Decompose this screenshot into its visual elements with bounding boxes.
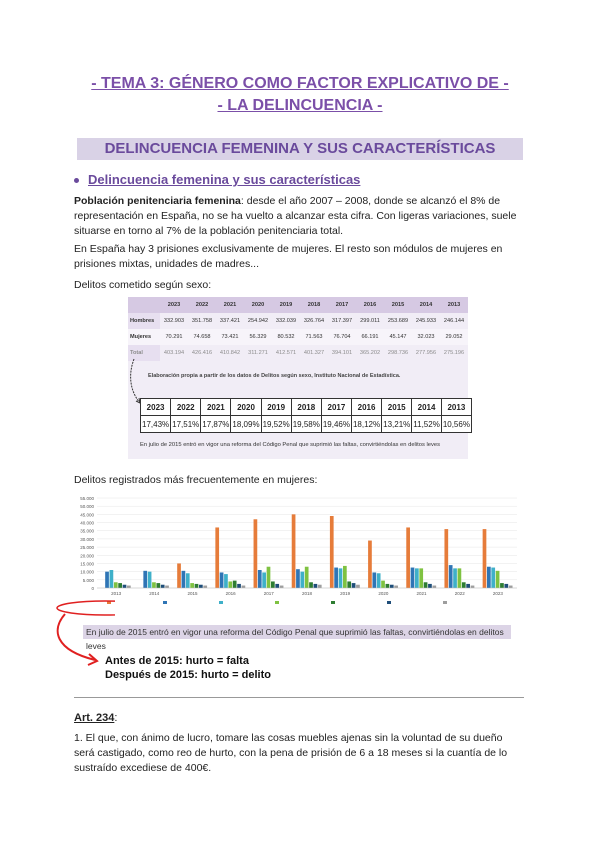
chart-bar — [343, 566, 347, 588]
table-cell: 253.689 — [387, 318, 409, 324]
percentage-year-cell: 2016 — [351, 399, 381, 416]
paragraph-frequent-crimes: Delitos registrados más frecuentemente en mujeres: — [74, 474, 318, 486]
table-cell: 410.842 — [219, 350, 241, 356]
chart-bar — [432, 586, 436, 588]
table-cell: 275.196 — [443, 350, 465, 356]
table-cell: 298.736 — [387, 350, 409, 356]
percentage-value-cell: 17,51% — [171, 416, 201, 433]
chart-bar — [419, 568, 423, 588]
chart-bar — [118, 583, 122, 588]
chart-bar — [195, 584, 199, 588]
table-row — [128, 313, 468, 329]
table-corner — [128, 297, 160, 313]
chart-bar — [339, 568, 343, 588]
chart-bar — [500, 583, 504, 588]
chart-y-tick-label: 45.000 — [80, 512, 94, 518]
chart-bar — [504, 584, 508, 588]
table-cell: 74.658 — [188, 329, 216, 345]
chart-legend-swatch — [163, 601, 167, 604]
article-heading — [74, 712, 117, 724]
table-cell: 317.397 — [331, 318, 353, 324]
percentage-year-cell: 2014 — [412, 399, 442, 416]
chart-bar — [114, 582, 118, 588]
percentage-year-cell: 2015 — [382, 399, 412, 416]
crimes-by-sex-table — [128, 297, 468, 361]
reform-note: En julio de 2015 entró en vigor una reforma del Código Penal que suprimió las faltas, convirtiéndolas en delitos leves — [140, 442, 441, 448]
chart-bar — [466, 584, 470, 588]
table-year-header: 2022 — [188, 297, 216, 313]
chart-bar — [381, 581, 385, 588]
table-year-header: 2013 — [440, 297, 468, 313]
hurto-before: Antes de 2015: hurto = falta — [105, 655, 249, 667]
chart-bar — [267, 567, 271, 588]
bullet-heading — [74, 172, 360, 187]
table-row-label: Hombres — [128, 313, 160, 329]
table-cell: 80.532 — [272, 329, 300, 345]
section-banner: DELINCUENCIA FEMENINA Y SUS CARACTERÍSTICAS — [77, 138, 523, 160]
chart-y-tick-label: 25.000 — [80, 545, 94, 551]
table-cell: 277.956 — [415, 350, 437, 356]
chart-bar — [271, 581, 275, 588]
percentage-value-cell: 11,52% — [412, 416, 442, 433]
page-title-line-1: - TEMA 3: GÉNERO COMO FACTOR EXPLICATIVO DE - — [91, 75, 509, 92]
chart-bar — [152, 582, 156, 588]
chart-bar — [215, 527, 219, 588]
paragraph-body: : desde el año 2007 – 2008, donde se alcanzó el 8% de representación en España, no se ha vuelto a alcanzar esta cifra. Con ligeras variaciones, suele situarse en torno al 7% de la población penitenciaria total. — [74, 195, 517, 237]
chart-x-tick-label: 2017 — [263, 591, 274, 596]
chart-bar — [390, 585, 394, 588]
table-row-label: Mujeres — [128, 329, 160, 345]
chart-bar — [156, 583, 160, 588]
bullet-heading-label: Delincuencia femenina y sus características — [88, 172, 361, 187]
percentage-value-cell: 18,09% — [231, 416, 261, 433]
chart-bar — [186, 573, 190, 588]
table-cell: 401.327 — [303, 350, 325, 356]
chart-bar — [275, 584, 279, 588]
table-cell: 403.194 — [163, 350, 185, 356]
chart-x-tick-label: 2014 — [149, 591, 160, 596]
table-cell: 332.039 — [275, 318, 297, 324]
article-text: 1. El que, con ánimo de lucro, tomare las cosas muebles ajenas sin la voluntad de su dueño será castigado, como reo de hurto, con la pena de prisión de 6 a 18 meses si la cuantía de lo sustraído excediese de 400€. — [74, 732, 508, 774]
chart-bar — [165, 586, 169, 588]
chart-bar — [314, 584, 318, 588]
chart-bar — [411, 568, 415, 588]
chart-x-tick-label: 2021 — [416, 591, 427, 596]
chart-bar — [368, 541, 372, 588]
percentage-value-cell: 19,58% — [291, 416, 321, 433]
percentage-year-cell: 2023 — [141, 399, 171, 416]
chart-bar — [105, 572, 109, 588]
female-percentage-table — [140, 398, 472, 433]
bullet-dot-icon — [74, 178, 79, 183]
chart-bar — [424, 582, 428, 588]
chart-y-tick-label: 0 — [91, 586, 94, 591]
table-year-header: 2021 — [216, 297, 244, 313]
crimes-by-sex-table-image — [128, 297, 468, 459]
chart-x-tick-label: 2013 — [111, 591, 122, 596]
paragraph-prisons: En España hay 3 prisiones exclusivamente de mujeres. El resto son módulos de mujeres en prisiones mixtas, unidades de madres... — [74, 243, 503, 270]
paragraph-prison-population — [74, 194, 534, 239]
chart-bar — [352, 583, 356, 588]
chart-legend-swatch — [331, 601, 335, 604]
hurto-after: Después de 2015: hurto = delito — [105, 669, 271, 681]
table-year-header: 2017 — [328, 297, 356, 313]
chart-bar — [220, 572, 224, 588]
chart-y-tick-label: 40.000 — [80, 520, 94, 526]
table-row — [128, 329, 468, 345]
chart-bar — [377, 573, 381, 588]
percentage-year-cell: 2020 — [231, 399, 261, 416]
table-cell: 426.416 — [191, 350, 213, 356]
chart-y-tick-label: 35.000 — [80, 528, 94, 534]
chart-bar — [318, 585, 322, 588]
chart-bar — [280, 586, 284, 588]
chart-bar — [406, 527, 410, 588]
chart-y-tick-label: 5.000 — [82, 577, 94, 583]
chart-bar — [462, 582, 466, 588]
chart-bar — [233, 581, 237, 588]
table-cell: 412.571 — [275, 350, 297, 356]
chart-bar — [296, 569, 300, 588]
table-source-note: Elaboración propia a partir de los datos de Delitos según sexo, Instituto Nacional de Estadística. — [148, 373, 401, 379]
chart-y-tick-label: 50.000 — [80, 504, 94, 510]
table-year-header: 2014 — [412, 297, 440, 313]
percentage-year-cell: 2018 — [291, 399, 321, 416]
table-cell: 71.563 — [300, 329, 328, 345]
table-year-header: 2020 — [244, 297, 272, 313]
chart-bar — [386, 584, 390, 588]
table-cell: 246.144 — [443, 318, 465, 324]
table-cell: 56.329 — [244, 329, 272, 345]
chart-bar — [262, 572, 266, 588]
chart-bar — [123, 585, 127, 588]
percentage-value-cell: 17,43% — [141, 416, 171, 433]
percentage-value-cell: 10,56% — [441, 416, 471, 433]
chart-bar — [394, 586, 398, 588]
chart-bar — [199, 585, 203, 588]
chart-bar — [203, 586, 207, 588]
table-cell: 337.421 — [219, 318, 241, 324]
chart-x-tick-label: 2022 — [454, 591, 465, 596]
chart-x-tick-label: 2016 — [225, 591, 236, 596]
percentage-year-cell: 2021 — [201, 399, 231, 416]
chart-bar — [487, 567, 491, 588]
table-year-header: 2015 — [384, 297, 412, 313]
chart-bar — [483, 529, 487, 588]
chart-bar — [453, 568, 457, 588]
chart-bar — [110, 570, 114, 588]
article-number: Art. 234 — [74, 712, 115, 724]
table-cell: 32.023 — [412, 329, 440, 345]
hurto-summary — [105, 654, 271, 682]
chart-bar — [444, 529, 448, 588]
chart-y-tick-label: 30.000 — [80, 536, 94, 542]
table-cell: 29.052 — [440, 329, 468, 345]
chart-legend-swatch — [219, 601, 223, 604]
chart-bar — [228, 581, 232, 588]
table-cell: 73.421 — [216, 329, 244, 345]
chart-bar — [182, 571, 186, 588]
paragraph-bold-term: Población penitenciaria femenina — [74, 195, 241, 207]
chart-bar — [242, 586, 246, 588]
table-cell: 332.903 — [163, 318, 185, 324]
chart-bar — [491, 568, 495, 588]
table-row — [128, 345, 468, 361]
frequent-crimes-chart-svg — [65, 490, 525, 613]
chart-bar — [372, 572, 376, 588]
table-cell: 311.271 — [248, 350, 268, 356]
chart-bar — [143, 571, 147, 588]
chart-bar — [428, 584, 432, 588]
divider — [74, 697, 524, 698]
table-cell: 254.942 — [247, 318, 269, 324]
percentage-year-cell: 2019 — [261, 399, 291, 416]
table-cell: 66.191 — [356, 329, 384, 345]
table-row-label: Total — [128, 345, 160, 361]
chart-bar — [224, 574, 228, 588]
chart-x-tick-label: 2015 — [187, 591, 198, 596]
table-year-header: 2023 — [160, 297, 188, 313]
table-cell: 326.764 — [303, 318, 325, 324]
chart-bar — [161, 585, 165, 588]
chart-y-tick-label: 55.000 — [80, 496, 94, 501]
chart-bar — [300, 572, 304, 588]
percentage-value-cell: 13,21% — [382, 416, 412, 433]
percentage-year-cell: 2013 — [441, 399, 471, 416]
chart-bar — [471, 586, 475, 588]
chart-y-tick-label: 10.000 — [80, 569, 94, 575]
chart-legend-swatch — [275, 601, 279, 604]
table-cell: 76.704 — [328, 329, 356, 345]
chart-bar — [237, 584, 241, 588]
chart-bar — [148, 572, 152, 588]
table-year-header: 2019 — [272, 297, 300, 313]
chart-x-tick-label: 2018 — [301, 591, 313, 596]
percentage-year-cell: 2017 — [321, 399, 351, 416]
chart-bar — [509, 586, 513, 588]
chart-bar — [305, 567, 309, 588]
chart-y-tick-label: 15.000 — [80, 561, 94, 567]
chart-x-tick-label: 2019 — [340, 591, 351, 596]
table-cell: 394.101 — [331, 350, 353, 356]
chart-bar — [258, 570, 262, 588]
percentage-year-cell: 2022 — [171, 399, 201, 416]
chart-bar — [334, 568, 338, 588]
chart-bar — [415, 568, 419, 588]
chart-bar — [449, 565, 453, 588]
chart-bar — [347, 581, 351, 588]
chart-x-tick-label: 2023 — [492, 591, 503, 596]
chart-bar — [254, 519, 258, 588]
table-cell: 245.933 — [415, 318, 437, 324]
chart-bar — [309, 582, 313, 588]
chart-bar — [190, 583, 194, 588]
chart-y-tick-label: 20.000 — [80, 553, 94, 559]
chart-legend-swatch — [387, 601, 391, 604]
table-year-header: 2016 — [356, 297, 384, 313]
percentage-value-cell: 18,12% — [351, 416, 381, 433]
chart-bar — [330, 516, 334, 588]
chart-legend-swatch — [443, 601, 447, 604]
chart-x-tick-label: 2020 — [378, 591, 389, 596]
chart-bar — [127, 586, 131, 588]
percentage-value-cell: 19,52% — [261, 416, 291, 433]
chart-bar — [177, 563, 181, 588]
table-cell: 45.147 — [384, 329, 412, 345]
table-cell: 299.011 — [360, 318, 380, 324]
chart-bar — [496, 571, 500, 588]
table-cell: 365.202 — [359, 350, 381, 356]
article-colon: : — [114, 712, 118, 724]
paragraph-crimes-by-sex: Delitos cometido según sexo: — [74, 279, 212, 291]
chart-reform-note: En julio de 2015 entró en vigor una reforma del Código Penal que suprimió las faltas, convirtiéndolas en delitos leves — [83, 625, 511, 639]
frequent-crimes-chart — [65, 490, 525, 613]
chart-bar — [458, 568, 462, 588]
page-title-line-2: - LA DELINCUENCIA - — [217, 97, 383, 114]
percentage-value-cell: 17,87% — [201, 416, 231, 433]
chart-bar — [292, 514, 296, 588]
table-year-header: 2018 — [300, 297, 328, 313]
chart-bar — [356, 585, 360, 588]
table-cell: 70.291 — [160, 329, 188, 345]
percentage-value-cell: 19,46% — [321, 416, 351, 433]
table-cell: 351.758 — [191, 318, 213, 324]
